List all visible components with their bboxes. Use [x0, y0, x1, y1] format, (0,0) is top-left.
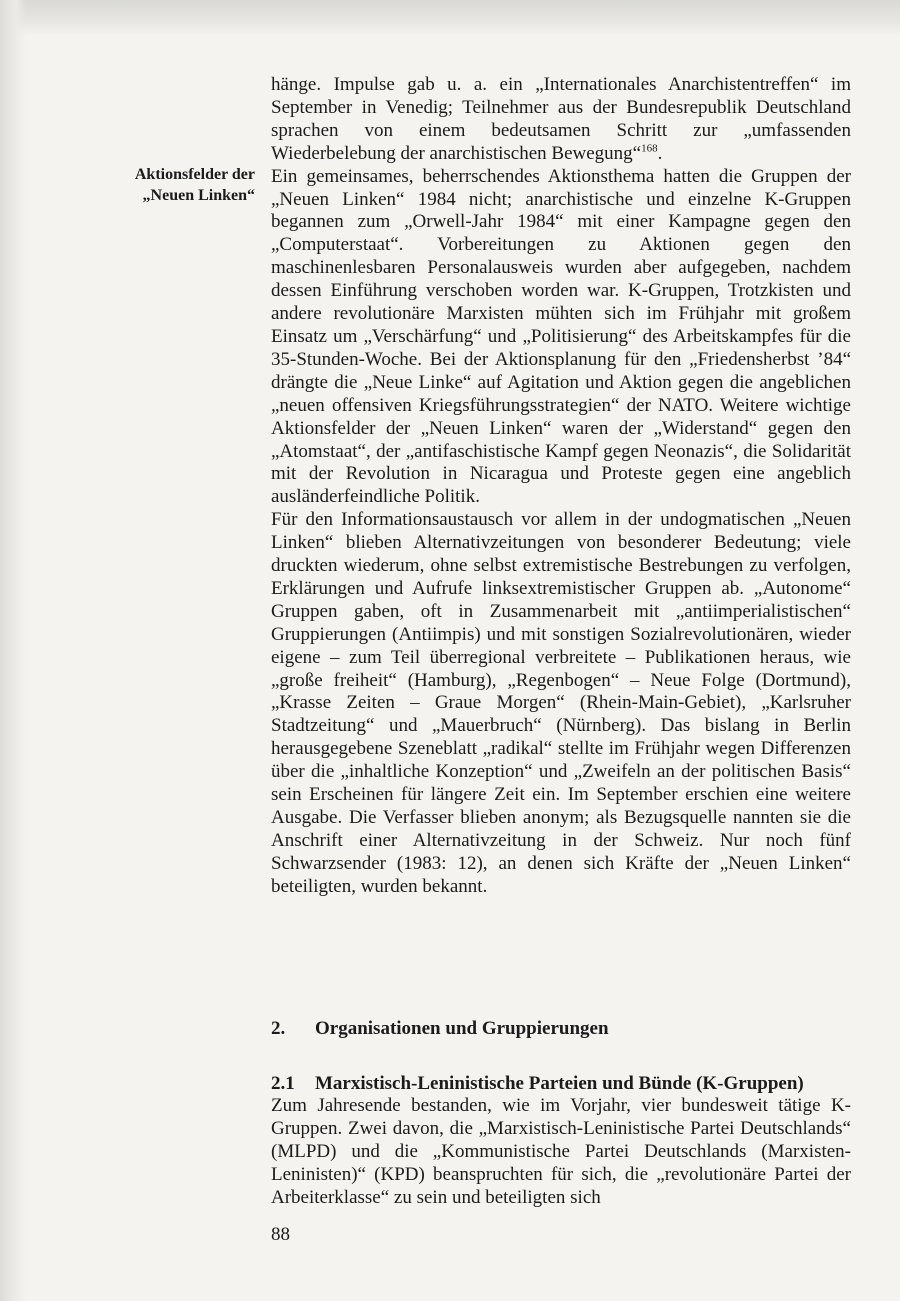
paragraph-2: Ein gemeinsames, beherrschendes Aktionsthema hatten die Gruppen der „Neuen Linken“ 1984 nicht; anarchistische und einzelne K-Gruppen begannen zum „Orwell-Jahr 1984“ mit einer Kampagne gegen den „Computerstaat“. Vorbereitungen zu Aktionen gegen den maschinenlesbaren Personalausweis wurden aber aufgegeben, nachdem dessen Einführung verschoben worden war. K-Gruppen, Trotzkisten und andere revolutionäre Marxisten mühten sich im Frühjahr mit großem Einsatz um „Verschärfung“ und „Politisierung“ des Arbeitskampfes für die 35-Stunden-Woche. Bei der Aktionsplanung für den „Friedensherbst ’84“ drängte die „Neue Linke“ auf Agitation und Aktion gegen die angeblichen „neuen offensiven Kriegsführungsstrategien“ der NATO. Weitere wichtige Aktionsfelder der „Neuen Linken“ waren der „Widerstand“ gegen den „Atomstaat“, der „antifaschistische Kampf gegen Neonazis“, die Solidarität mit der Revolution in Nicaragua und Proteste gegen eine angeblich ausländerfeindliche Politik.	[271, 165, 851, 508]
paragraph-1	[271, 74, 851, 166]
scan-shadow-top	[0, 0, 900, 36]
section-title-2: Organisationen und Gruppierungen	[315, 1018, 609, 1039]
scan-shadow-left	[0, 0, 26, 1301]
paragraph-3: Für den Informationsaustausch vor allem in der undogmatischen „Neuen Linken“ blieben Alternativzeitungen von besonderer Bedeutung; viele druckten wiederum, ohne selbst extremistische Bestrebungen zu verfolgen, Erklärungen und Aufrufe linksextremistischer Gruppen ab. „Autonome“ Gruppen gaben, oft in Zusammenarbeit mit „antiimperialistischen“ Gruppierungen (Antiimpis) und mit sonstigen Sozialrevolutionären, wieder eigene – zum Teil überregional verbreitete – Publikationen heraus, wie „große freiheit“ (Hamburg), „Regenbogen“ – Neue Folge (Dortmund), „Krasse Zeiten – Graue Morgen“ (Rhein-Main-Gebiet), „Karlsruher Stadtzeitung“ und „Mauerbruch“ (Nürnberg). Das bislang in Berlin herausgegebene Szeneblatt „radikal“ stellte im Frühjahr wegen Differenzen über die „inhaltliche Konzeption“ und „Zweifeln an der politischen Basis“ sein Erscheinen für längere Zeit ein. Im September erschien eine weitere Ausgabe. Die Verfasser blieben anonym; als Bezugsquelle nannten sie die Anschrift einer Alternativzeitung in der Schweiz. Nur noch fünf Schwarzsender (1983: 12), an denen sich Kräfte der „Neuen Linken“ beteiligten, wurden bekannt.	[271, 509, 851, 897]
margin-note-line-2: „Neuen Linken“	[142, 187, 255, 204]
section-number-2: 2.	[271, 1018, 286, 1039]
page-number: 88	[271, 1224, 290, 1245]
section-2-1-text: Zum Jahresende bestanden, wie im Vorjahr, vier bundesweit tätige K-Gruppen. Zwei davon, die „Marxistisch-Leninistische Partei Deutschlands“ (MLPD) und die „Kommunistische Partei Deutschlands (Marxisten-Leninisten)“ (KPD) beanspruchten für sich, die „revolutionäre Partei der Arbeiterklasse“ zu sein und beteiligten sich	[271, 1095, 851, 1208]
paragraph-1-text: hänge. Impulse gab u. a. ein „Internationales Anarchistentreffen“ im September in Venedig; Teilnehmer aus der Bundesrepublik Deutschland sprachen von einem bedeutsamen Schritt zur „umfassenden Wiederbelebung der anarchistischen Bewegung“	[271, 74, 851, 164]
margin-note-line-1: Aktionsfelder der	[134, 166, 255, 183]
section-heading-2	[271, 1017, 851, 1041]
section-number-2-1: 2.1	[271, 1073, 295, 1094]
section-heading-2-1	[271, 1072, 851, 1096]
footnote-ref: 168	[641, 142, 658, 155]
main-text	[271, 74, 851, 899]
section-title-2-1: Marxistisch-Leninistische Parteien und Bünde (K-Gruppen)	[315, 1073, 804, 1094]
margin-note	[105, 164, 255, 206]
paragraph-1-tail: .	[657, 142, 663, 164]
